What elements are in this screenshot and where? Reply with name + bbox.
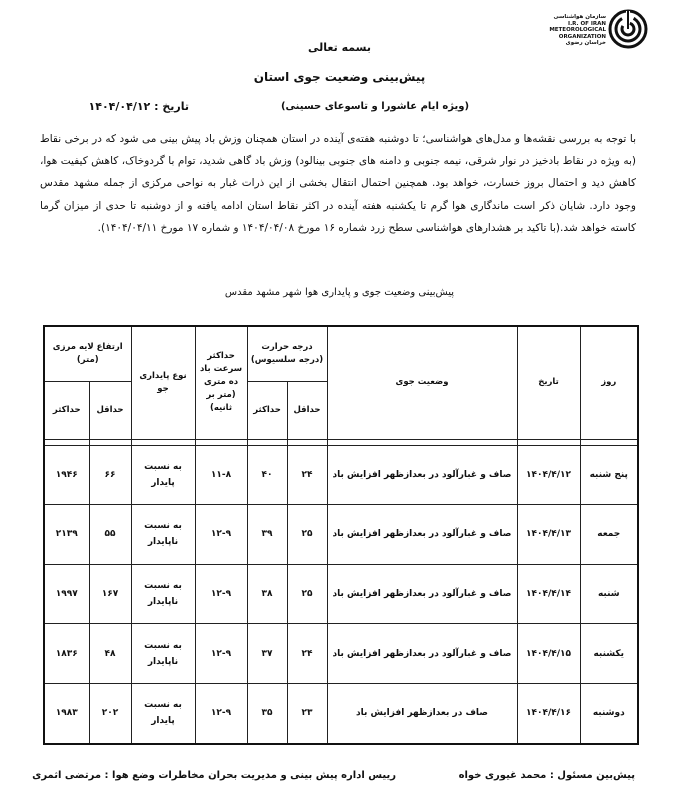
cell-height-max: ۱۸۳۶ <box>44 624 89 684</box>
cell-temp-min: ۲۳ <box>287 683 327 744</box>
table-row <box>44 445 638 505</box>
header-temp-min: حداقل <box>287 381 327 439</box>
cell-stability: به نسبت پایدار <box>131 445 195 505</box>
forecast-table <box>43 325 639 745</box>
logo-line-5: خراسان رضوی <box>565 40 606 46</box>
forecast-paragraph: با توجه به بررسی نقشه‌ها و مدل‌های هواشناسی؛ تا دوشنبه هفته‌ی آینده در استان همچنان وزش باد پیش بینی می شود که در برخی نقاط (به ویژه در نقاط بادخیز در نوار شرقی، نیمه جنوبی و دامنه های جنوبی بینالود) وزش باد گاهی شدید، توام با گردوخاک، کاهش کیفیت هوا، کاهش دید و احتمال بروز خسارت، خواهد بود. همچنین احتمال انتقال بخشی از این ذرات غبار به نواحی مرکزی از جمله مشهد مقدس وجود دارد. شایان ذکر است ماندگاری هوا گرم تا یکشنبه هفته آینده در اکثر نقاط استان ادامه یافته و از دوشنبه تا حدی از میزان گرما کاسته خواهد شد.(با تاکید بر هشدارهای هواشناسی سطح زرد شماره ۱۶ مورخ ۱۴۰۴/۰۴/۰۸ و شماره ۱۷ مورخ ۱۴۰۴/۰۴/۱۱). <box>40 133 636 234</box>
table-caption: پیش‌بینی وضعیت جوی و پایداری هوا شهر مشهد مقدس <box>224 287 455 298</box>
cell-height-min: ۵۵ <box>89 505 131 565</box>
table-row <box>44 624 638 684</box>
department-head-signature: رییس اداره پیش بینی و مدیریت بحران مخاطرات وضع هوا : مرتضی اثمری <box>32 770 396 781</box>
header-stability: نوع پایداری جو <box>131 326 195 439</box>
table-body <box>44 439 638 744</box>
cell-day: شنبه <box>580 564 638 624</box>
cell-date: ۱۴۰۴/۴/۱۶ <box>517 683 580 744</box>
cell-day: دوشنبه <box>580 683 638 744</box>
cell-temp-min: ۲۵ <box>287 564 327 624</box>
cell-wind: ۱۲-۹ <box>195 624 247 684</box>
cell-stability: به نسبت ناپایدار <box>131 624 195 684</box>
logo-line-3: METEOROLOGICAL <box>549 27 606 33</box>
cell-date: ۱۴۰۴/۴/۱۲ <box>517 445 580 505</box>
cell-height-max: ۱۹۸۳ <box>44 683 89 744</box>
logo-line-4: ORGANIZATION <box>558 33 606 40</box>
header-weather: وضعیت جوی <box>327 326 517 439</box>
cell-height-min: ۲۰۲ <box>89 683 131 744</box>
cell-date: ۱۴۰۴/۴/۱۵ <box>517 624 580 684</box>
cell-weather: صاف و غبارآلود در بعدازظهر افزایش باد <box>327 624 517 684</box>
cell-height-max: ۲۱۳۹ <box>44 505 89 565</box>
cell-date: ۱۴۰۴/۴/۱۳ <box>517 505 580 565</box>
header-boundary-layer: ارتفاع لایه مرزی (متر) <box>44 326 131 381</box>
page-title: پیش‌بینی وضعیت جوی استان <box>253 70 426 84</box>
table-row <box>44 683 638 744</box>
cell-temp-min: ۲۴ <box>287 624 327 684</box>
logo-line-2: I.R. OF IRAN <box>568 20 606 27</box>
forecaster-signature: پیش‌بین مسئول : محمد غیوری خواه <box>458 770 635 781</box>
cell-date: ۱۴۰۴/۴/۱۴ <box>517 564 580 624</box>
header-height-max: حداکثر <box>44 381 89 439</box>
cell-weather: صاف و غبارآلود در بعدازظهر افزایش باد <box>327 505 517 565</box>
table-row <box>44 505 638 565</box>
cell-stability: به نسبت پایدار <box>131 683 195 744</box>
cell-day: جمعه <box>580 505 638 565</box>
cell-weather: صاف و غبارآلود در بعدازظهر افزایش باد <box>327 445 517 505</box>
table-row <box>44 564 638 624</box>
cell-height-min: ۱۶۷ <box>89 564 131 624</box>
cell-wind: ۱۱-۸ <box>195 445 247 505</box>
header-date: تاریخ <box>517 326 580 439</box>
page-subtitle: (ویژه ایام عاشورا و تاسوعای حسینی) <box>280 101 470 112</box>
cell-temp-min: ۲۵ <box>287 505 327 565</box>
cell-temp-max: ۳۸ <box>247 564 287 624</box>
date-label: تاریخ : <box>154 100 189 113</box>
cell-temp-min: ۲۴ <box>287 445 327 505</box>
cell-stability: به نسبت ناپایدار <box>131 564 195 624</box>
issue-date <box>89 100 189 113</box>
header-wind: حداکثر سرعت باد ده متری (متر بر ثانیه) <box>195 326 247 439</box>
cell-temp-max: ۳۷ <box>247 624 287 684</box>
cell-weather: صاف و غبارآلود در بعدازظهر افزایش باد <box>327 564 517 624</box>
cell-temp-max: ۳۵ <box>247 683 287 744</box>
logo-line-1: سازمان هواشناسی <box>553 14 606 20</box>
header-temperature: درجه حرارت (درجه سلسیوس) <box>247 326 327 381</box>
header-day: روز <box>580 326 638 439</box>
cell-wind: ۱۲-۹ <box>195 505 247 565</box>
cell-height-max: ۱۹۹۷ <box>44 564 89 624</box>
cell-temp-max: ۴۰ <box>247 445 287 505</box>
cell-height-max: ۱۹۴۶ <box>44 445 89 505</box>
cell-height-min: ۴۸ <box>89 624 131 684</box>
cell-stability: به نسبت ناپایدار <box>131 505 195 565</box>
cell-wind: ۱۲-۹ <box>195 683 247 744</box>
header-temp-max: حداکثر <box>247 381 287 439</box>
header-height-min: حداقل <box>89 381 131 439</box>
cell-wind: ۱۲-۹ <box>195 564 247 624</box>
basmala: بسمه تعالی <box>308 41 371 54</box>
cell-day: پنج شنبه <box>580 445 638 505</box>
date-value: ۱۴۰۴/۰۴/۱۲ <box>88 100 151 113</box>
cell-height-min: ۶۶ <box>89 445 131 505</box>
cell-weather: صاف در بعدازظهر افزایش باد <box>327 683 517 744</box>
cell-day: یکشنبه <box>580 624 638 684</box>
cell-temp-max: ۳۹ <box>247 505 287 565</box>
